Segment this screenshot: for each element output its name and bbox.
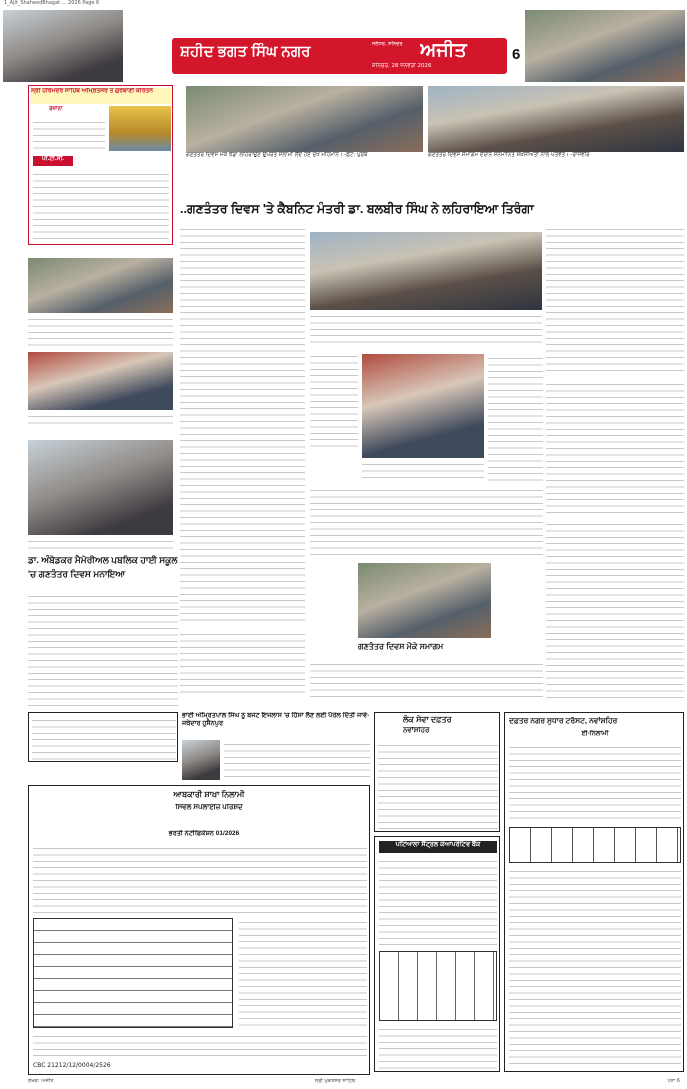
tender-ad-body <box>33 844 367 914</box>
footer-right: ਪੰਨਾ 6 <box>667 1078 680 1084</box>
masthead-photo-left <box>3 10 123 82</box>
masthead-date: ਸ਼ਨਿਚਰ, 28 ਜਨਵਰੀ 2026 <box>372 63 432 69</box>
left-caption-1 <box>28 315 173 347</box>
left-bottom-ad <box>28 712 178 762</box>
right-story-col-2 <box>546 380 684 515</box>
health-ad-title: ਲੋਕ ਸੇਵਾ ਦਫ਼ਤਰ <box>403 715 452 724</box>
main-photo-caption <box>310 312 542 348</box>
top-photo-right <box>428 86 684 152</box>
gurbani-ad-text <box>33 118 105 150</box>
masthead <box>172 38 507 74</box>
health-ad-sub: ਨਵਾਂਸ਼ਹਿਰ <box>403 727 430 734</box>
footer-mid: ਸ੍ਰੀ ਮੁਕਤਸਰ ਸਾਹਿਬ <box>314 1078 355 1084</box>
gurbani-ad-title: ਸ੍ਰੀ ਹਰਿਮੰਦਰ ਸਾਹਿਬ ਅੰਮ੍ਰਿਤਸਰ ਤੋਂ ਗੁਰਬਾਣੀ ਕੀਰਤਨ <box>31 88 171 104</box>
right-story-col-3 <box>546 520 684 700</box>
bank-ad-title: ਪਟਿਆਲਾ ਸੈਂਟ੍ਰਲ ਕੋਆਪਰੇਟਿਵ ਬੈਂਕ <box>379 841 497 853</box>
health-ad-text <box>378 741 498 829</box>
award-caption <box>362 460 484 482</box>
left-photo-3 <box>28 440 173 535</box>
main-story-col-2 <box>180 630 305 698</box>
trust-ad <box>504 712 684 1072</box>
school-headline: ਡਾ. ਅੰਬੇਡਕਰ ਮੈਮੋਰੀਅਲ ਪਬਲਿਕ ਹਾਈ ਸਕੂਲ 'ਚ ਗਣਤੰਤਰ ਦਿਵਸ ਮਨਾਇਆ <box>28 555 178 579</box>
footer-left: ਲੇਖਕ: ਅਜੀਤ <box>28 1078 54 1084</box>
samagam-story <box>310 660 543 700</box>
masthead-edition: ਜਲੰਧਰ, ਸ਼ਨਿਚਰ <box>372 41 403 47</box>
tender-ad-sub: ਸਿਵਲ ਸਪਲਾਈਜ਼ ਪਰਿਸ਼ਦ <box>175 804 243 811</box>
masthead-title: ਸ਼ਹੀਦ ਭਗਤ ਸਿੰਘ ਨਗਰ <box>180 43 311 60</box>
masthead-paper: ਅਜੀਤ <box>420 40 467 61</box>
school-story <box>28 592 178 707</box>
tender-ad-title: ਆਬਕਾਰੀ ਸ਼ਾਖ਼ਾ ਨਿਲਾਮੀ <box>173 790 245 799</box>
tender-ad-notice: ਭਰਤੀ ਨੋਟੀਫਿਕੇਸ਼ਨ 01/2026 <box>168 830 240 837</box>
trust-ad-terms <box>509 867 681 1067</box>
main-story-col-1 <box>180 225 305 625</box>
top-caption-middle: ਗਣਤੰਤਰ ਦਿਵਸ ਮੌਕੇ ਝੰਡਾ ਲਹਿਰਾਉਣ ਉਪਰੰਤ ਸਲਾਮੀ ਲੈਂਦੇ ਹੋਏ ਮੁੱਖ ਮਹਿਮਾਨ। -ਫ਼ੋਟੋ: ਪੁਰਬ <box>186 152 423 190</box>
bank-ad-footer <box>379 1025 497 1069</box>
main-story-col-3 <box>310 352 358 452</box>
golden-temple-image <box>109 106 171 151</box>
left-caption-2 <box>28 412 173 426</box>
bank-ad-table <box>379 951 497 1021</box>
bhai-photo <box>182 740 220 780</box>
main-photo-flag <box>310 232 542 310</box>
health-ad <box>374 712 500 832</box>
bank-ad-body <box>379 857 497 947</box>
tender-ad-code: CBC 21212/12/0004/2526 <box>33 1062 111 1069</box>
top-caption-right: ਗਣਤੰਤਰ ਦਿਵਸ ਸਮਾਗਮ ਦੌਰਾਨ ਸਨਮਾਨਿਤ ਸ਼ਖ਼ਸੀਅਤਾਂ ਨਾਲ ਪਤਵੰਤੇ। -ਰਾਜਵੀਰ <box>428 152 684 180</box>
trust-ad-sub: ਈ-ਨਿਲਾਮੀ <box>581 730 609 737</box>
bhai-story <box>224 740 370 780</box>
main-story-col-5 <box>310 486 543 560</box>
page-number: 6 <box>512 46 521 63</box>
trust-ad-title: ਦਫ਼ਤਰ ਨਗਰ ਸੁਧਾਰ ਟਰੱਸਟ, ਨਵਾਂਸ਼ਹਿਰ <box>509 716 618 725</box>
main-story-col-4 <box>488 354 543 484</box>
gurbani-ad-body <box>33 170 169 240</box>
left-photo-1 <box>28 258 173 313</box>
file-strip: 1_Ajit_ShaheedBhagat ... 2026 Page 6 <box>4 0 100 6</box>
samagam-photo <box>358 563 491 638</box>
trust-ad-body <box>509 743 681 823</box>
trust-ad-table <box>509 827 681 863</box>
right-story-col <box>546 225 684 375</box>
bank-ad <box>374 836 500 1072</box>
gurbani-ad-sub: ਰੋਜ਼ਾਨਾ <box>49 106 63 112</box>
gurbani-ad <box>28 85 173 245</box>
award-photo <box>362 354 484 458</box>
samagam-headline: ਗਣਤੰਤਰ ਦਿਵਸ ਮੌਕੇ ਸਮਾਗਮ <box>358 642 444 651</box>
bhai-headline: ਭਾਈ ਅੰਮ੍ਰਿਤਪਾਲ ਸਿੰਘ ਨੂੰ ਬਜਟ ਇਜਲਾਸ 'ਚ ਹਿੱਸਾ ਲੈਣ ਲਈ ਪੈਰੋਲ ਦਿੱਤੀ ਜਾਵੇ-ਜਥੇਦਾਰ ਹੁਸੈਨਪੁਰ <box>182 712 370 727</box>
tender-ad-table <box>33 918 233 1028</box>
masthead-photo-right <box>525 10 685 82</box>
headline: ..ਗਣਤੰਤਰ ਦਿਵਸ 'ਤੇ ਕੈਬਨਿਟ ਮੰਤਰੀ ਡਾ. ਬਲਬੀਰ ਸਿੰਘ ਨੇ ਲਹਿਰਾਇਆ ਤਿਰੰਗਾ <box>180 202 534 216</box>
ptc-badge: ਪੀ.ਟੀ.ਸੀ. <box>33 156 73 166</box>
left-caption-3 <box>28 537 173 551</box>
left-bottom-ad-text <box>32 716 176 760</box>
tender-ad-side <box>239 918 367 1028</box>
tender-ad <box>28 785 370 1075</box>
left-photo-2 <box>28 352 173 410</box>
tender-ad-footer <box>33 1032 367 1060</box>
top-photo-middle <box>186 86 423 152</box>
